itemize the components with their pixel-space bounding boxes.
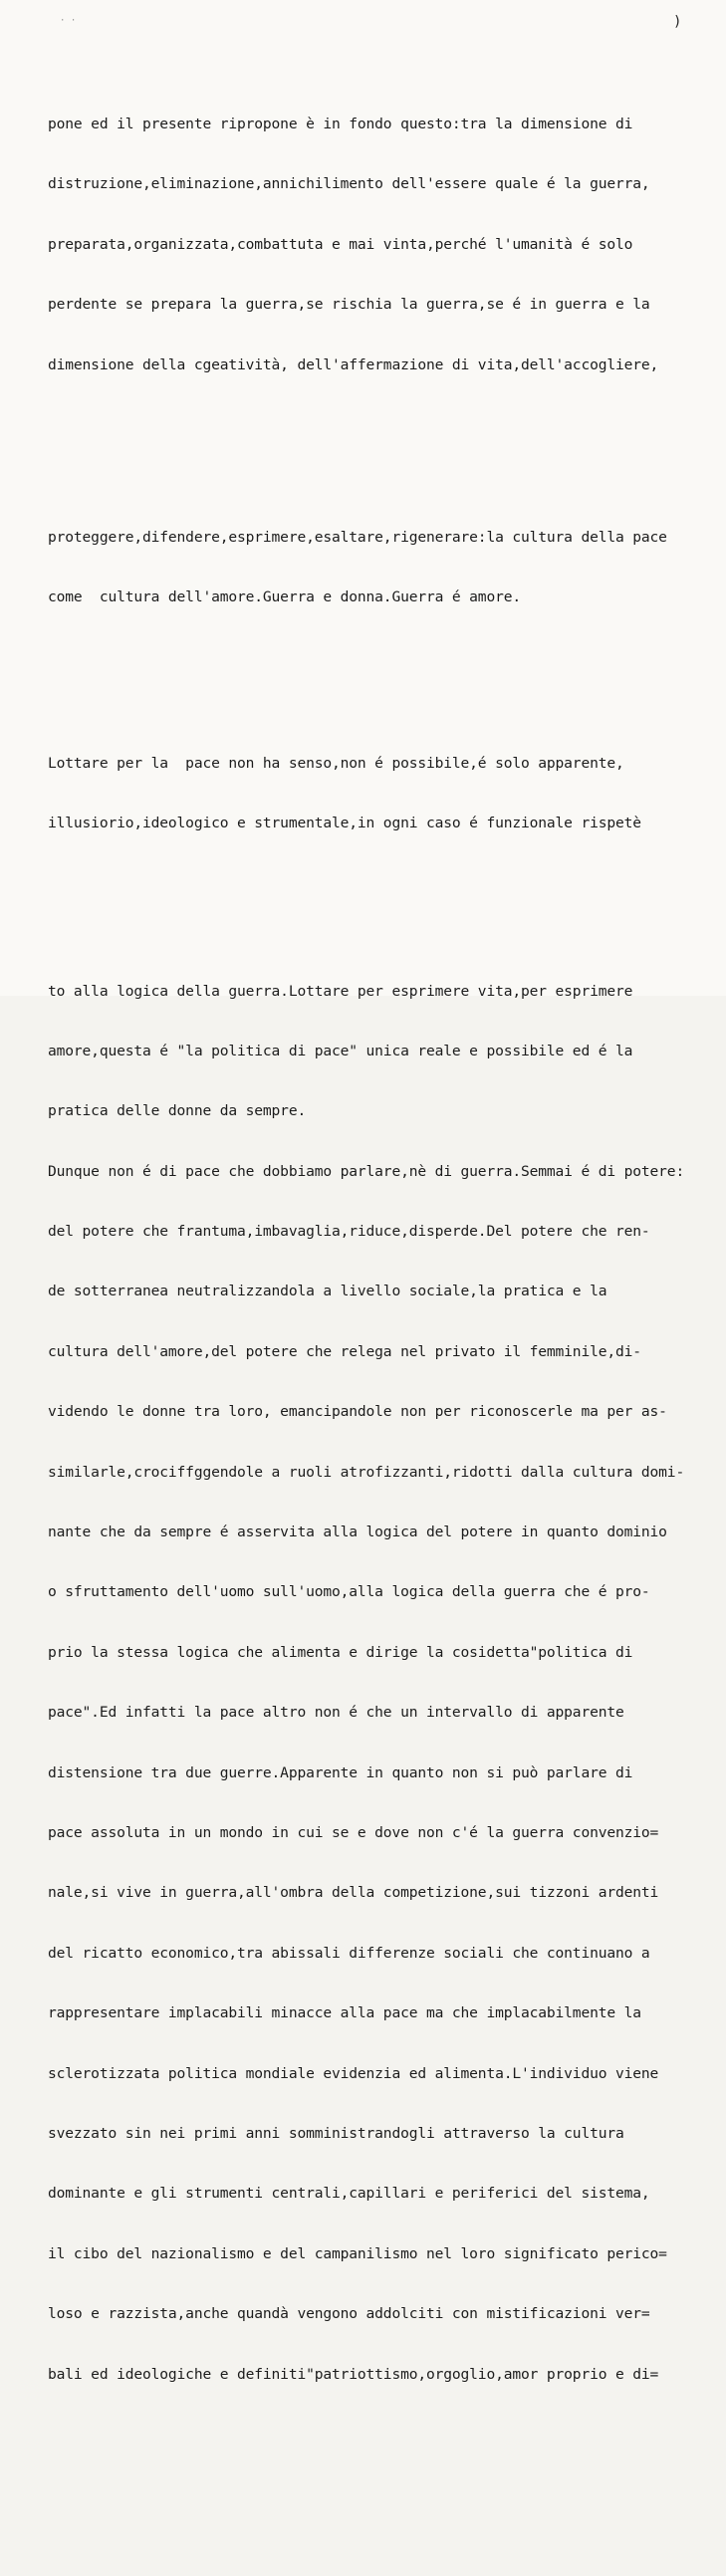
text-line: pone ed il presente ripropone è in fondo questo:tra la dimensione di	[48, 116, 633, 132]
text-line: come cultura dell'amore.Guerra e donna.Guerra é amore.	[48, 588, 521, 606]
text-line: proteggere,difendere,esprimere,esaltare,rigenerare:la cultura della pace	[48, 528, 667, 546]
text-line: bali ed ideologiche e definiti"patriottismo,orgoglio,amor proprio e di=	[48, 2365, 659, 2383]
text-line: pace".Ed infatti la pace altro non é che un intervallo di apparente	[48, 1704, 624, 1722]
text-line	[48, 2481, 695, 2507]
text-line: nale,si vive in guerra,all'ombra della competizione,sui tizzoni ardenti	[48, 1884, 659, 1902]
page-speck: · ·	[60, 16, 77, 26]
text-line: rappresentare implacabili minacce alla pace ma che implacabilmente la	[48, 2004, 641, 2022]
paragraph	[48, 78, 695, 412]
text-line: nante che da sempre é asservita alla logica del potere in quanto dominio	[48, 1523, 667, 1541]
text-line: prio la stessa logica che alimenta e dirige la cosidetta"politica di	[48, 1643, 633, 1661]
text-line: distruzione,eliminazione,annichilimento dell'essere quale é la guerra,	[48, 175, 650, 193]
text-line: perdente se prepara la guerra,se rischia la guerra,se é in guerra e la	[48, 296, 650, 314]
text-line: amore,questa é "la politica di pace" unica reale e possibile ed é la	[48, 1042, 633, 1059]
text-line: pratica delle donne da sempre.	[48, 1102, 307, 1120]
text-line: dominante e gli strumenti centrali,capillari e periferici del sistema,	[48, 2185, 650, 2203]
text-line: pace assoluta in un mondo in cui se e dove non c'é la guerra convenzio=	[48, 1823, 659, 1841]
paragraph	[48, 491, 695, 645]
text-line: del ricatto economico,tra abissali differenze sociali che continuano a	[48, 1944, 650, 1962]
text-line: svezzato sin nei primi anni somministrandogli attraverso la cultura	[48, 2124, 624, 2142]
paragraph	[48, 717, 695, 871]
body-text	[48, 44, 695, 2576]
text-line: dimensione della cgeatività, dell'affermazione di vita,dell'accogliere,	[48, 355, 659, 373]
text-line: il cibo del nazionalismo e del campanilismo nel loro significato perico=	[48, 2244, 667, 2262]
text-line: Dunque non é di pace che dobbiamo parlare,nè di guerra.Semmai é di potere:	[48, 1162, 685, 1180]
text-line: sclerotizzata politica mondiale evidenzia ed alimenta.L'individuo viene	[48, 2064, 659, 2082]
text-line: illusiorio,ideologico e strumentale,in ogni caso é funzionale rispetè	[48, 815, 641, 832]
corner-mark: )	[673, 14, 682, 30]
text-line: preparata,organizzata,combattuta e mai vinta,perché l'umanità é solo	[48, 235, 633, 253]
text-line: distensione tra due guerre.Apparente in quanto non si può parlare di	[48, 1763, 633, 1781]
text-line: del potere che frantuma,imbavaglia,riduce,disperde.Del potere che ren-	[48, 1223, 650, 1241]
text-line: cultura dell'amore,del potere che relega nel privato il femminile,di-	[48, 1342, 641, 1360]
text-line: de sotterranea neutralizzandola a livello sociale,la pratica e la	[48, 1283, 607, 1300]
text-line	[48, 2422, 695, 2448]
text-line: Lottare per la pace non ha senso,non é possibile,é solo apparente,	[48, 754, 624, 772]
text-line: videndo le donne tra loro, emancipandole non per riconoscerle ma per as-	[48, 1403, 667, 1421]
text-line: to alla logica della guerra.Lottare per esprimere vita,per esprimere	[48, 982, 633, 1000]
text-line: o sfruttamento dell'uomo sull'uomo,alla logica della guerra che é pro-	[48, 1583, 650, 1601]
text-line: similarle,crociffggendole a ruoli atrofizzanti,ridotti dalla cultura domi-	[48, 1463, 685, 1481]
paragraph	[48, 945, 695, 2542]
text-line: loso e razzista,anche quandà vengono addolciti con mistificazioni ver=	[48, 2305, 650, 2323]
